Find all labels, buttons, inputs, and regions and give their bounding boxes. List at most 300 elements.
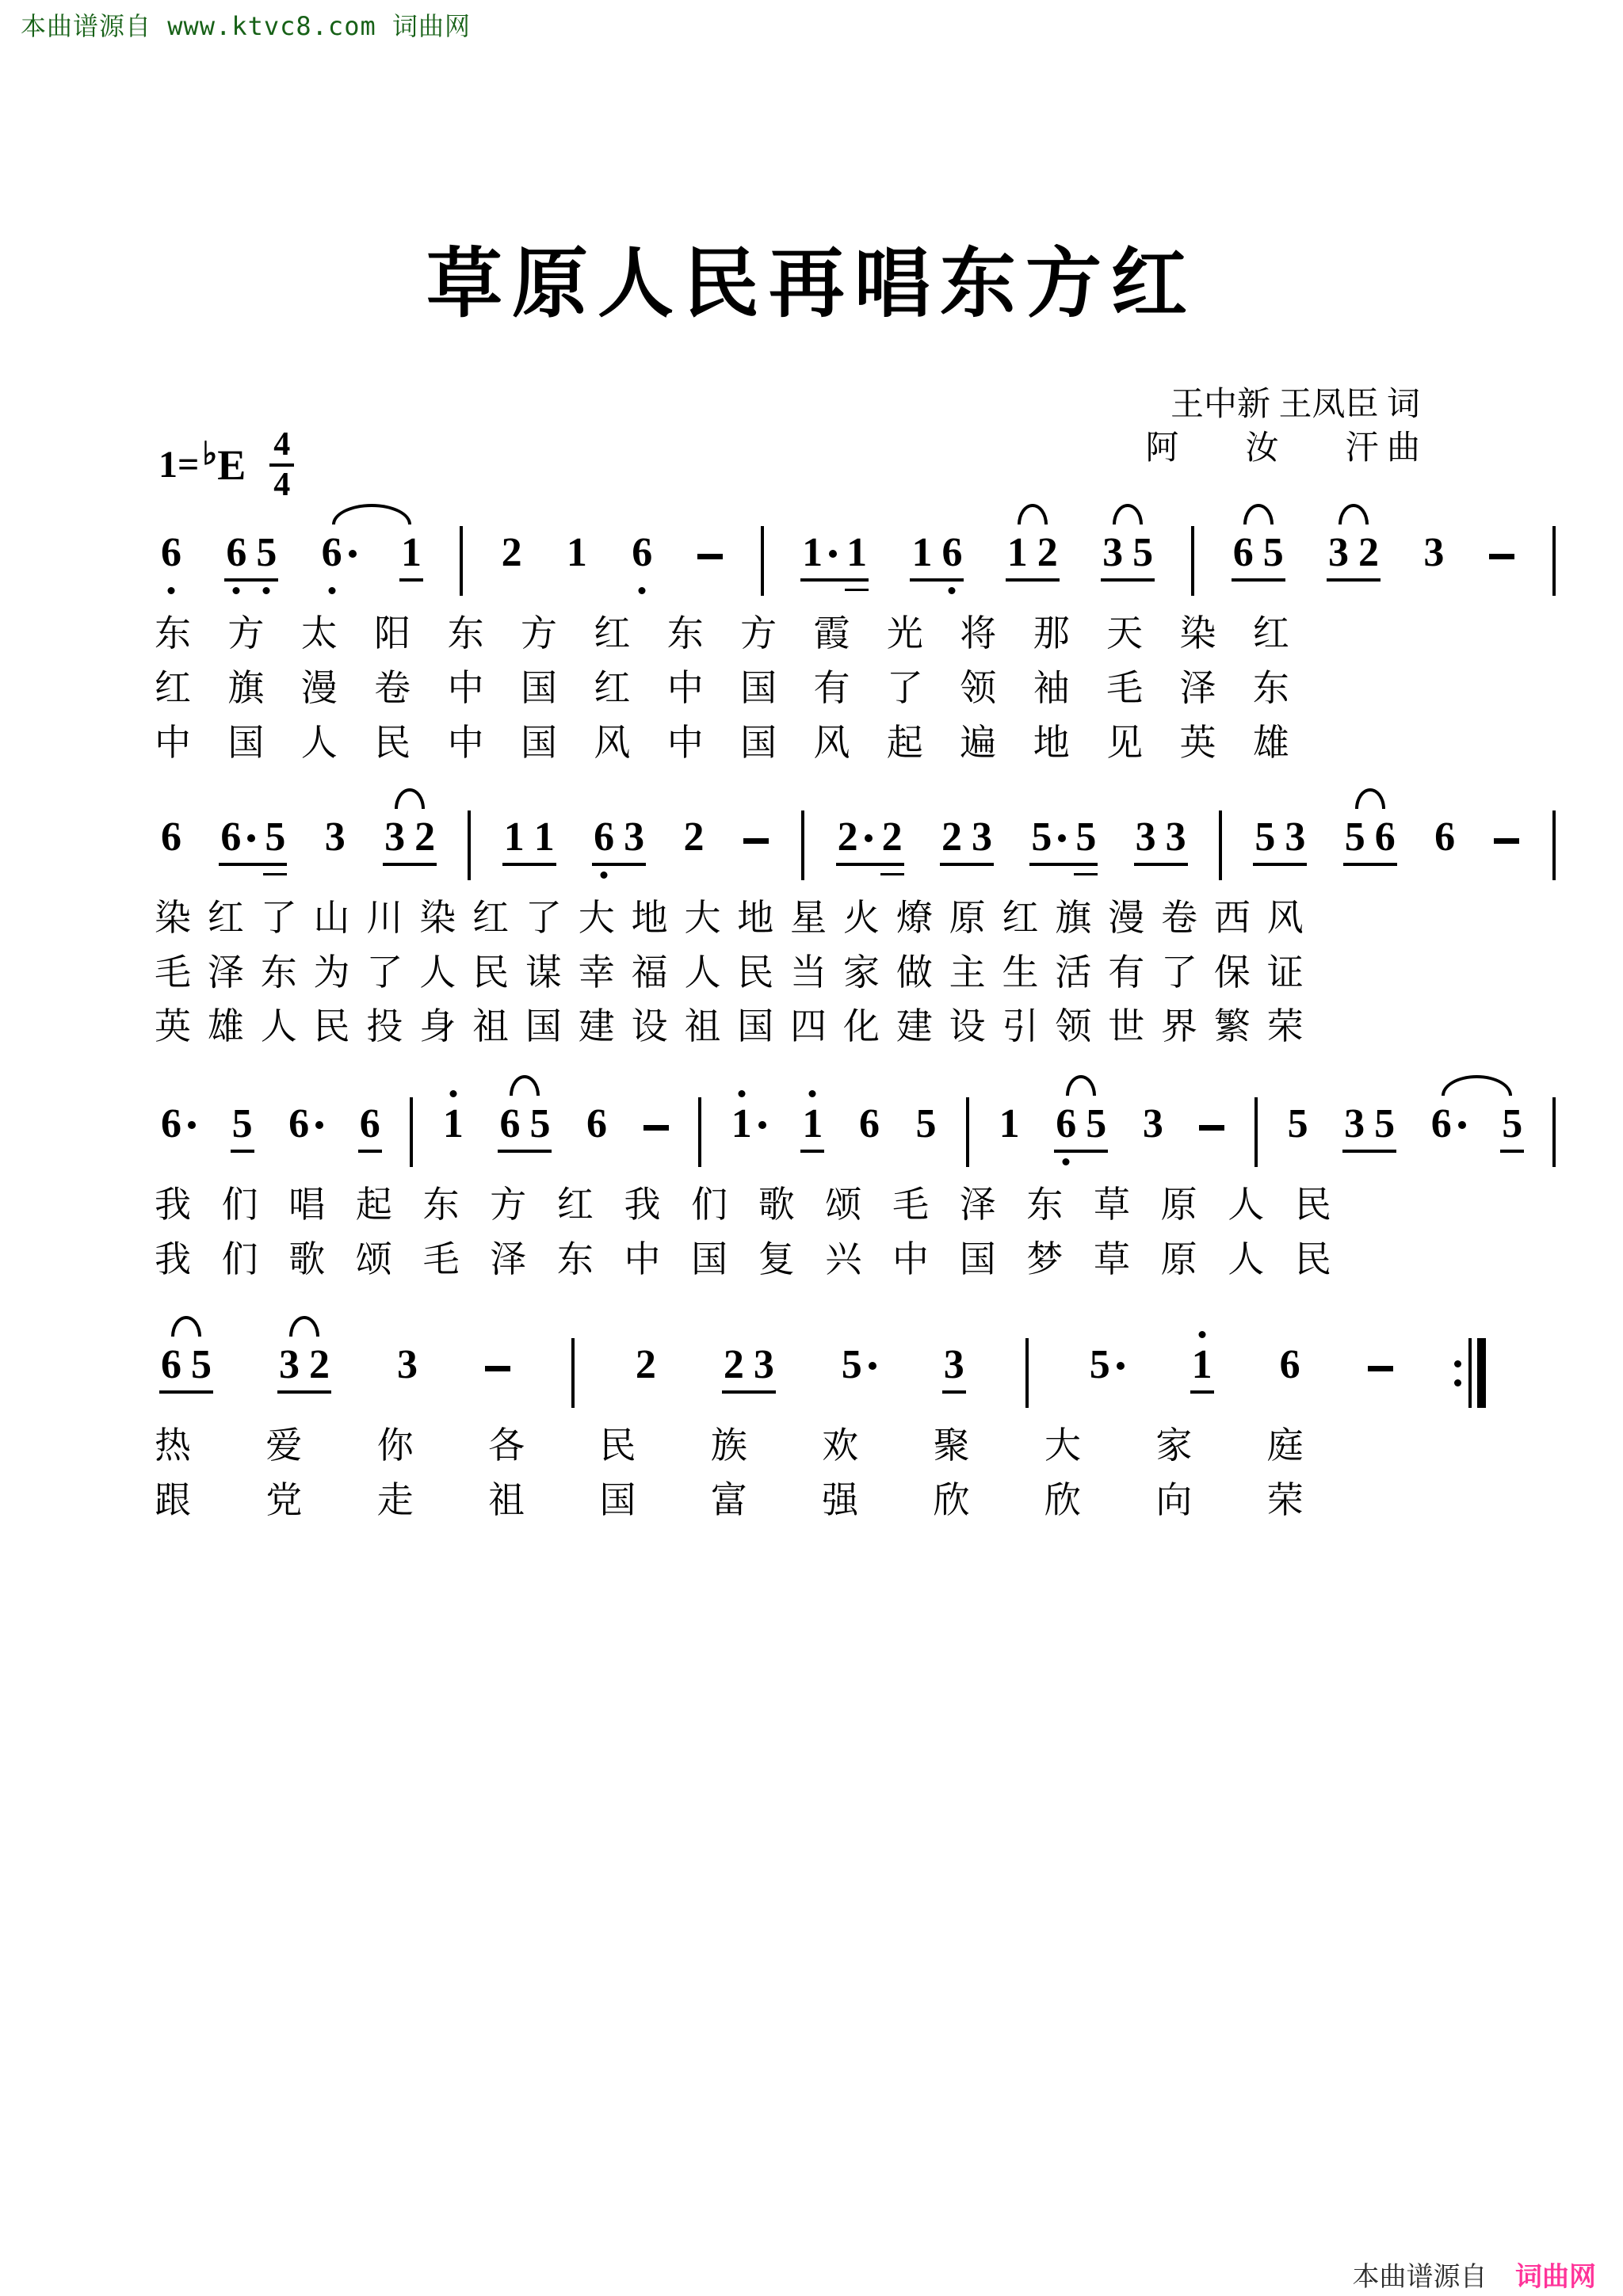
barline	[761, 526, 764, 596]
lyric-syllable: 庭	[1266, 1425, 1304, 1466]
beat-group	[495, 1101, 555, 1167]
eighth-beam	[1029, 863, 1098, 866]
note-digit: 3	[1102, 530, 1124, 575]
note	[562, 532, 592, 596]
lyric-syllable: 们	[221, 1184, 258, 1226]
watermark-prefix: 本曲谱源自	[1352, 2262, 1487, 2292]
lyric-syllable: 地	[1033, 722, 1070, 763]
beat-group	[1363, 1366, 1398, 1408]
eighth-beam	[800, 578, 869, 582]
note	[1339, 1101, 1369, 1167]
beat-group	[797, 1101, 827, 1167]
eighth-beam	[1134, 863, 1188, 866]
lyric-syllable: 大	[1044, 1425, 1081, 1466]
note	[1161, 814, 1191, 880]
note	[499, 814, 529, 880]
note-digit: 5	[1075, 817, 1096, 858]
note	[1250, 814, 1280, 880]
slur-arc	[171, 1316, 201, 1337]
lyric-syllable: 荣	[1266, 1480, 1304, 1521]
lyric-syllable: 界	[1161, 1006, 1198, 1047]
lyric-syllable: 光	[886, 613, 923, 654]
lyric-syllable: 国	[740, 667, 777, 708]
octave-dot-high	[809, 1090, 816, 1097]
lyric-syllable: 方	[740, 613, 777, 654]
repeat-dots	[1454, 1360, 1461, 1386]
beat-group	[1484, 554, 1519, 596]
lyric-syllable: 复	[758, 1239, 795, 1280]
lyric-syllable: 东	[666, 613, 704, 654]
eighth-beam	[277, 1390, 331, 1394]
lyric-syllable: 家	[1155, 1425, 1193, 1466]
barline	[698, 1097, 701, 1167]
eighth-beam	[940, 863, 994, 866]
note-digit: 1	[443, 1104, 464, 1145]
beat-group	[499, 814, 559, 880]
watermark-site-link[interactable]: 词曲网	[1515, 2262, 1596, 2292]
note	[937, 814, 967, 880]
note	[1033, 532, 1063, 596]
lyric-syllable: 原	[1160, 1184, 1197, 1226]
slur-arc	[1243, 504, 1274, 524]
beat-group	[274, 1344, 334, 1408]
lyric-syllable: 泽	[207, 952, 244, 993]
note	[1283, 1101, 1313, 1167]
note	[631, 1344, 661, 1408]
lyric-row	[155, 723, 1289, 765]
lyric-syllable: 走	[376, 1480, 414, 1521]
duration-dash	[1199, 1125, 1224, 1131]
note-digit: 1	[566, 530, 587, 575]
sixteenth-beam	[263, 873, 287, 875]
lyric-syllable: 中	[155, 722, 191, 763]
lyric-syllable: 东	[1252, 667, 1289, 708]
lyric-syllable: 遍	[960, 722, 997, 763]
lyric-syllable: 人	[684, 952, 721, 993]
lyric-syllable: 染	[419, 897, 456, 938]
note	[380, 814, 410, 880]
note	[1138, 1101, 1168, 1167]
beat-group	[631, 1344, 661, 1408]
note	[679, 814, 709, 880]
note-digit: 6	[161, 1101, 181, 1147]
lyric-syllable: 燎	[896, 897, 933, 938]
note	[156, 1344, 186, 1408]
lyric-syllable: 国	[520, 667, 557, 708]
lyric-syllable: 民	[374, 722, 411, 763]
lyric-syllable: 引	[1002, 1006, 1039, 1047]
lyric-syllable: 草	[1093, 1239, 1130, 1280]
note	[260, 814, 290, 880]
beat-group	[739, 838, 773, 880]
lyric-syllable: 热	[155, 1425, 191, 1466]
beat-group	[396, 532, 426, 596]
lyric-row	[155, 898, 1304, 940]
lyric-syllable: 祖	[472, 1006, 510, 1047]
eighth-beam	[383, 863, 437, 866]
lyric-syllable: 当	[790, 952, 827, 993]
augmentation-dot	[247, 834, 255, 842]
lyric-syllable: 谋	[525, 952, 562, 993]
lyric-syllable: 福	[631, 952, 668, 993]
note	[1340, 814, 1370, 880]
lyric-syllable: 中	[447, 722, 484, 763]
lyric-syllable: 毛	[155, 952, 191, 993]
beat-group	[727, 1101, 771, 1167]
note-digit: 1	[1006, 530, 1028, 575]
note	[251, 532, 281, 596]
note-digit: 5	[191, 1342, 212, 1388]
lyric-syllable: 国	[959, 1239, 996, 1280]
note	[877, 814, 907, 880]
note-digit: 3	[1142, 1101, 1163, 1147]
beat-group	[837, 1344, 881, 1408]
dash-rest	[693, 554, 727, 596]
beat-group	[1098, 532, 1158, 596]
lyric-syllable: 大	[578, 897, 615, 938]
lyric-syllable: 我	[155, 1184, 191, 1226]
note	[797, 532, 842, 596]
note-digit: 3	[1344, 1101, 1365, 1147]
beat-group	[1131, 814, 1191, 880]
note	[907, 532, 937, 596]
duration-dash	[1368, 1366, 1393, 1371]
lyric-syllable: 领	[960, 667, 997, 708]
barline	[571, 1338, 575, 1408]
sixteenth-beam	[1074, 873, 1098, 875]
note	[1275, 1344, 1305, 1408]
eighth-beam	[1327, 578, 1381, 582]
lyric-syllable: 建	[578, 1006, 615, 1047]
note-digit: 5	[1287, 1101, 1308, 1147]
lyric-syllable: 投	[366, 1006, 403, 1047]
lyric-syllable: 兴	[825, 1239, 862, 1280]
score-system	[155, 490, 1556, 765]
augmentation-dot	[829, 550, 837, 558]
note-digit: 1	[802, 1104, 823, 1145]
note-digit: 6	[1056, 1104, 1076, 1145]
note	[837, 1344, 881, 1408]
note	[1258, 532, 1289, 596]
note	[1071, 814, 1101, 880]
dash-rest	[739, 838, 773, 880]
lyric-syllable: 将	[960, 613, 997, 654]
lyric-syllable: 人	[1228, 1239, 1265, 1280]
repeat-dot	[1454, 1360, 1461, 1367]
note-digit: 3	[1328, 530, 1349, 575]
beat-group	[156, 1344, 216, 1408]
lyric-syllable: 染	[155, 897, 191, 938]
beat-group	[227, 1101, 258, 1167]
lyric-syllable: 火	[842, 897, 880, 938]
note-digit: 6	[1374, 814, 1396, 860]
note	[317, 532, 361, 596]
lyric-syllable: 英	[1179, 722, 1216, 763]
beat-group	[693, 554, 727, 596]
note-digit: 3	[753, 1342, 774, 1388]
lyric-syllable: 中	[666, 667, 704, 708]
octave-dot-low	[263, 587, 270, 594]
note	[1426, 1101, 1471, 1167]
notes-row	[155, 1061, 1556, 1167]
note-digit: 2	[1037, 530, 1058, 575]
augmentation-dot	[865, 834, 873, 842]
beat-group	[156, 532, 186, 596]
note	[719, 1344, 749, 1408]
duration-dash	[697, 554, 723, 559]
lyric-syllable: 主	[949, 952, 986, 993]
lyric-syllable: 族	[710, 1425, 747, 1466]
lyric-syllable: 毛	[422, 1239, 460, 1280]
beat-group	[911, 1101, 941, 1167]
lyric-syllable: 那	[1033, 613, 1070, 654]
barline	[1254, 1097, 1258, 1167]
lyric-syllable: 起	[886, 722, 923, 763]
note	[1323, 532, 1354, 596]
note	[1187, 1344, 1217, 1408]
lyric-syllable: 欣	[933, 1480, 970, 1521]
lyric-syllable: 国	[740, 722, 777, 763]
octave-dot-low	[601, 871, 608, 879]
beat-group	[355, 1101, 385, 1167]
note	[525, 1101, 555, 1167]
eighth-beam	[219, 863, 287, 866]
credits-lyricists: 王中新 王凤臣 词	[1170, 387, 1420, 423]
lyric-syllable: 繁	[1213, 1006, 1251, 1047]
duration-dash	[643, 1125, 669, 1131]
note-digit: 3	[384, 814, 406, 860]
lyric-syllable: 领	[1055, 1006, 1092, 1047]
lyric-syllable: 中	[624, 1239, 661, 1280]
lyric-syllable: 漫	[1108, 897, 1145, 938]
note	[911, 1101, 941, 1167]
lyric-syllable: 唱	[288, 1184, 326, 1226]
credits	[1145, 383, 1420, 470]
barline	[1552, 1097, 1556, 1167]
lyric-syllable: 设	[631, 1006, 668, 1047]
note-digit: 2	[501, 530, 522, 575]
dash-rest	[480, 1366, 515, 1408]
lyric-syllable: 国	[599, 1480, 636, 1521]
beat-group	[1138, 1101, 1168, 1167]
note-digit: 1	[503, 814, 525, 860]
lyric-syllable: 颂	[355, 1239, 392, 1280]
eighth-beam	[1054, 1150, 1108, 1153]
augmentation-dot	[758, 1121, 766, 1129]
lyric-row	[155, 1425, 1304, 1467]
eighth-beam	[722, 1390, 776, 1394]
note	[410, 814, 440, 880]
note-digit: 6	[359, 1101, 380, 1147]
octave-dot-high	[449, 1090, 456, 1097]
eighth-beam	[1190, 1390, 1214, 1394]
lyric-syllable: 红	[207, 897, 244, 938]
lyric-syllable: 红	[1252, 613, 1289, 654]
credits-composer: 阿 汝 汗 曲	[1145, 429, 1420, 467]
note	[396, 532, 426, 596]
lyric-syllable: 颂	[825, 1184, 862, 1226]
note-digit: 2	[683, 814, 705, 860]
beat-group	[1275, 1344, 1305, 1408]
lyric-syllable: 了	[1161, 952, 1198, 993]
note	[582, 1101, 612, 1167]
lyric-syllable: 做	[896, 952, 933, 993]
dash-rest	[1489, 838, 1524, 880]
augmentation-dot	[349, 550, 357, 558]
duration-dash	[743, 838, 769, 844]
note	[842, 532, 872, 596]
note	[1430, 814, 1460, 880]
note-digit: 6	[288, 1101, 310, 1147]
lyric-syllable: 国	[227, 722, 265, 763]
note	[1085, 1344, 1129, 1408]
lyric-syllable: 旗	[1055, 897, 1092, 938]
note	[937, 532, 967, 596]
flat-sign-icon: ♭	[202, 436, 218, 472]
barline	[1219, 810, 1222, 880]
key-letter: E	[217, 441, 246, 489]
watermark-source-top: 本曲谱源自 www.ktvc8.com 词曲网	[21, 11, 471, 41]
beat-group	[1497, 1101, 1527, 1167]
lyric-syllable: 有	[813, 667, 850, 708]
note	[1280, 814, 1310, 880]
beat-group	[216, 814, 290, 880]
beat-group	[907, 532, 967, 596]
eighth-beam	[231, 1150, 254, 1153]
lyric-syllable: 山	[313, 897, 350, 938]
note-digit: 3	[971, 814, 992, 860]
octave-dot-high	[1198, 1331, 1205, 1338]
lyric-syllable: 原	[949, 897, 986, 938]
lyric-syllable: 向	[1155, 1480, 1193, 1521]
note-digit: 6	[941, 532, 962, 574]
note	[186, 1344, 216, 1408]
slur-arc	[510, 1075, 540, 1096]
barline	[1552, 810, 1556, 880]
score	[155, 490, 1556, 1522]
eighth-beam	[1101, 578, 1155, 582]
score-system	[155, 774, 1556, 1049]
lyric-syllable: 荣	[1266, 1006, 1304, 1047]
note-digit: 5	[1254, 814, 1276, 860]
note	[438, 1101, 468, 1167]
beat-group	[1489, 838, 1524, 880]
beat-group	[156, 814, 186, 880]
lyric-syllable: 们	[221, 1239, 258, 1280]
slur-arc	[1018, 504, 1048, 524]
beat-group	[438, 1101, 468, 1167]
lyric-row	[155, 613, 1289, 655]
note-digit: 6	[161, 532, 181, 574]
note-digit: 1	[533, 814, 555, 860]
lyric-syllable: 毛	[892, 1184, 930, 1226]
notes-row	[155, 1302, 1486, 1408]
lyric-syllable: 国	[691, 1239, 728, 1280]
lyric-syllable: 民	[737, 952, 774, 993]
beat-group	[589, 814, 649, 880]
notes-row	[155, 490, 1556, 596]
lyric-syllable: 东	[447, 613, 484, 654]
note	[320, 814, 350, 880]
lyric-syllable: 歌	[758, 1184, 795, 1226]
barline	[460, 526, 463, 596]
note-digit: 6	[858, 1101, 880, 1147]
lyric-syllable: 中	[666, 722, 704, 763]
note	[227, 1101, 258, 1167]
augmentation-dot	[1458, 1121, 1466, 1129]
beat-group	[317, 532, 361, 596]
note	[995, 1101, 1025, 1167]
beat-group	[1250, 814, 1310, 880]
note-digit: 2	[837, 814, 858, 860]
lyric-syllable: 方	[490, 1184, 527, 1226]
lyric-syllable: 各	[488, 1425, 525, 1466]
beat-group	[562, 532, 592, 596]
barline	[1552, 526, 1556, 596]
lyric-syllable: 国	[520, 722, 557, 763]
note-digit: 6	[632, 532, 652, 574]
eighth-beam	[502, 863, 556, 866]
note-digit: 3	[324, 814, 346, 860]
lyric-syllable: 草	[1093, 1184, 1130, 1226]
beat-group	[284, 1101, 328, 1167]
lyric-syllable: 民	[313, 1006, 350, 1047]
note-digit: 1	[400, 530, 422, 575]
lyric-row	[155, 1006, 1304, 1048]
lyric-syllable: 大	[684, 897, 721, 938]
score-system	[155, 1061, 1556, 1281]
lyric-syllable: 漫	[300, 667, 338, 708]
lyric-syllable: 东	[260, 952, 297, 993]
duration-dash	[1494, 838, 1519, 844]
note	[216, 814, 260, 880]
beat-group	[1426, 1101, 1471, 1167]
note	[156, 1101, 200, 1167]
eighth-beam	[358, 1150, 382, 1153]
note-digit: 1	[1192, 1344, 1212, 1386]
note-digit: 6	[1232, 530, 1254, 575]
note	[1370, 814, 1400, 880]
lyric-syllable: 风	[1266, 897, 1304, 938]
note-digit: 5	[1089, 1342, 1110, 1388]
note	[1026, 814, 1071, 880]
beat-group	[320, 814, 350, 880]
note	[627, 532, 657, 596]
lyric-syllable: 国	[525, 1006, 562, 1047]
beat-group	[797, 532, 872, 596]
note-digit: 2	[635, 1342, 656, 1388]
lyric-syllable: 设	[949, 1006, 986, 1047]
note	[1128, 532, 1158, 596]
lyric-row	[155, 1480, 1304, 1522]
eighth-beam	[592, 863, 646, 866]
note-digit: 5	[265, 817, 285, 858]
note-digit: 6	[322, 532, 342, 574]
note-digit: 1	[999, 1101, 1020, 1147]
dash-rest	[1484, 554, 1519, 596]
lyric-syllable: 有	[1108, 952, 1145, 993]
eighth-beam	[1343, 863, 1397, 866]
duration-dash	[1489, 554, 1514, 559]
note-digit: 6	[594, 817, 614, 858]
lyric-syllable: 四	[790, 1006, 827, 1047]
beat-group	[639, 1125, 674, 1167]
note	[1002, 532, 1033, 596]
lyric-syllable: 红	[594, 613, 631, 654]
song-title: 草原人民再唱东方红	[426, 242, 1197, 326]
note	[1497, 1101, 1527, 1167]
eighth-beam	[836, 863, 904, 866]
